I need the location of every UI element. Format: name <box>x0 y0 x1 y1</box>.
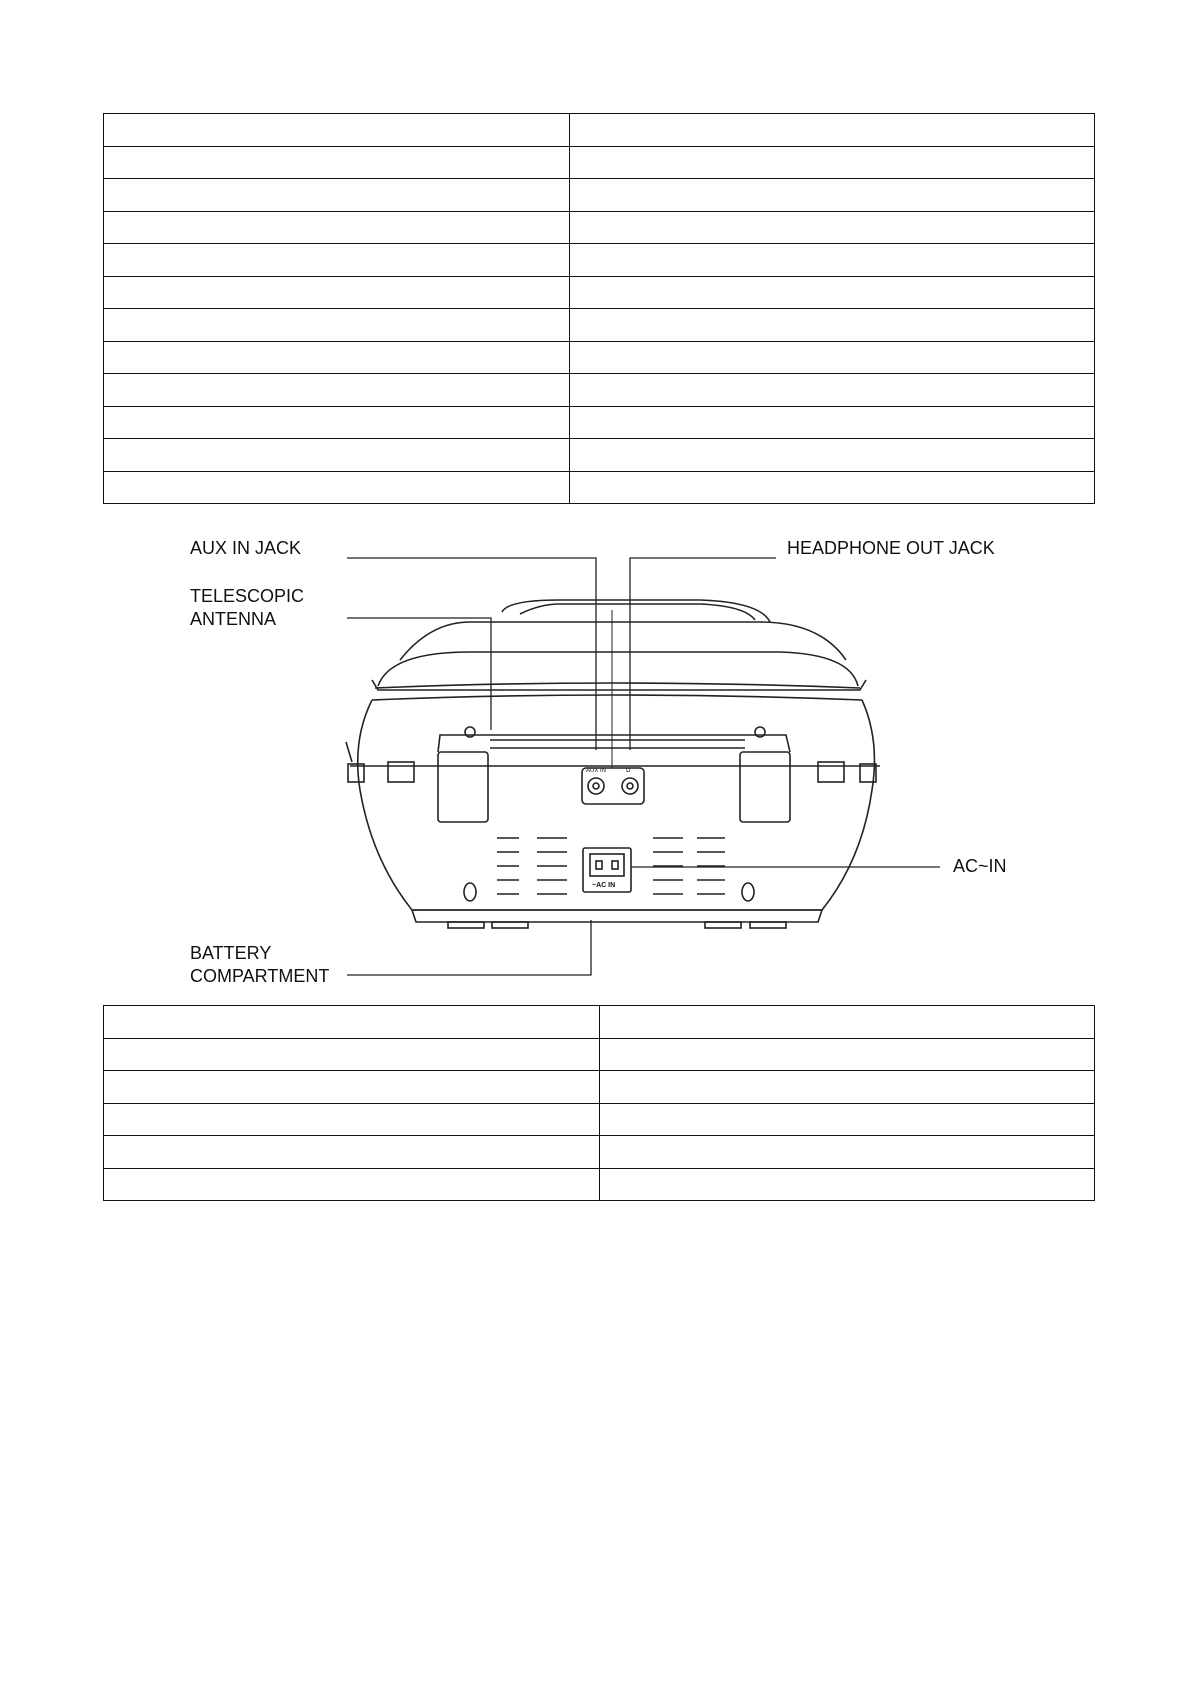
bottom-table-cell <box>104 1006 600 1039</box>
top-table-row <box>104 244 1095 277</box>
top-table-cell <box>104 211 570 244</box>
bottom-table-cell <box>104 1168 600 1201</box>
aux-in-mark: AUX IN <box>586 768 607 774</box>
bottom-table-cell <box>600 1006 1095 1039</box>
rear-panel-diagram <box>0 530 1191 1000</box>
bottom-table-cell <box>600 1136 1095 1169</box>
top-table-cell <box>104 374 570 407</box>
bottom-table-cell <box>104 1103 600 1136</box>
top-table-row <box>104 309 1095 342</box>
upper-shell <box>400 622 846 660</box>
label-aux-in-jack: AUX IN JACK <box>190 538 302 558</box>
bottom-table-cell <box>600 1168 1095 1201</box>
label-headphone-out-jack: HEADPHONE OUT JACK <box>787 538 995 558</box>
headphone-mark: Ω <box>626 768 631 774</box>
aux-in-jack-socket <box>588 778 604 794</box>
top-table-cell <box>570 211 1095 244</box>
label-telescopic-antenna-2: ANTENNA <box>190 609 277 629</box>
top-table-row <box>104 341 1095 374</box>
top-table-cell <box>570 179 1095 212</box>
top-table-cell <box>104 341 570 374</box>
bottom-table-cell <box>600 1103 1095 1136</box>
top-table-row <box>104 374 1095 407</box>
top-table-cell <box>570 276 1095 309</box>
top-table-cell <box>570 146 1095 179</box>
label-telescopic-antenna-1: TELESCOPIC <box>190 586 305 606</box>
top-table-cell <box>570 309 1095 342</box>
bottom-table-cell <box>104 1038 600 1071</box>
bottom-table-body <box>104 1006 1095 1201</box>
top-table-cell <box>104 406 570 439</box>
main-body <box>358 700 875 910</box>
top-table-row <box>104 439 1095 472</box>
bottom-table-row <box>104 1136 1095 1169</box>
top-table-cell <box>104 179 570 212</box>
ac-in-plate-text: ~AC IN <box>592 882 616 889</box>
top-table-cell <box>104 276 570 309</box>
top-table <box>103 113 1095 504</box>
top-table-cell <box>104 439 570 472</box>
top-table-cell <box>570 244 1095 277</box>
bottom-table-row <box>104 1071 1095 1104</box>
top-table-cell <box>104 471 570 504</box>
top-table-body <box>104 114 1095 504</box>
antenna-left-mount <box>438 752 488 822</box>
vent-slots-right <box>653 838 725 894</box>
top-table-row <box>104 211 1095 244</box>
top-table-row <box>104 179 1095 212</box>
bottom-table-row <box>104 1103 1095 1136</box>
top-table-cell <box>570 439 1095 472</box>
top-table-cell <box>570 341 1095 374</box>
top-table-row <box>104 471 1095 504</box>
leader-headphone <box>630 558 776 750</box>
bottom-table-cell <box>600 1071 1095 1104</box>
top-table-cell <box>570 114 1095 147</box>
boombox-rear-view <box>346 600 880 928</box>
top-table-cell <box>570 406 1095 439</box>
label-ac-in: AC~IN <box>953 856 1007 876</box>
top-table-cell <box>104 309 570 342</box>
top-table-cell <box>104 114 570 147</box>
label-battery-2: COMPARTMENT <box>190 966 330 986</box>
top-table-cell <box>570 471 1095 504</box>
label-battery-1: BATTERY <box>190 943 272 963</box>
base <box>412 910 822 922</box>
vent-slots-left <box>497 838 567 894</box>
bottom-table-row <box>104 1168 1095 1201</box>
top-table-cell <box>570 374 1095 407</box>
top-table-row <box>104 406 1095 439</box>
bottom-table-cell <box>104 1071 600 1104</box>
top-table-row <box>104 276 1095 309</box>
bottom-table <box>103 1005 1095 1201</box>
leader-antenna <box>347 618 491 730</box>
top-table-row <box>104 146 1095 179</box>
top-table-cell <box>104 244 570 277</box>
leader-aux <box>347 558 596 750</box>
bottom-table-cell <box>104 1136 600 1169</box>
antenna-right-mount <box>740 752 790 822</box>
top-table-cell <box>104 146 570 179</box>
bottom-table-cell <box>600 1038 1095 1071</box>
bottom-table-row <box>104 1038 1095 1071</box>
top-table-row <box>104 114 1095 147</box>
headphone-jack-socket <box>622 778 638 794</box>
bottom-table-row <box>104 1006 1095 1039</box>
